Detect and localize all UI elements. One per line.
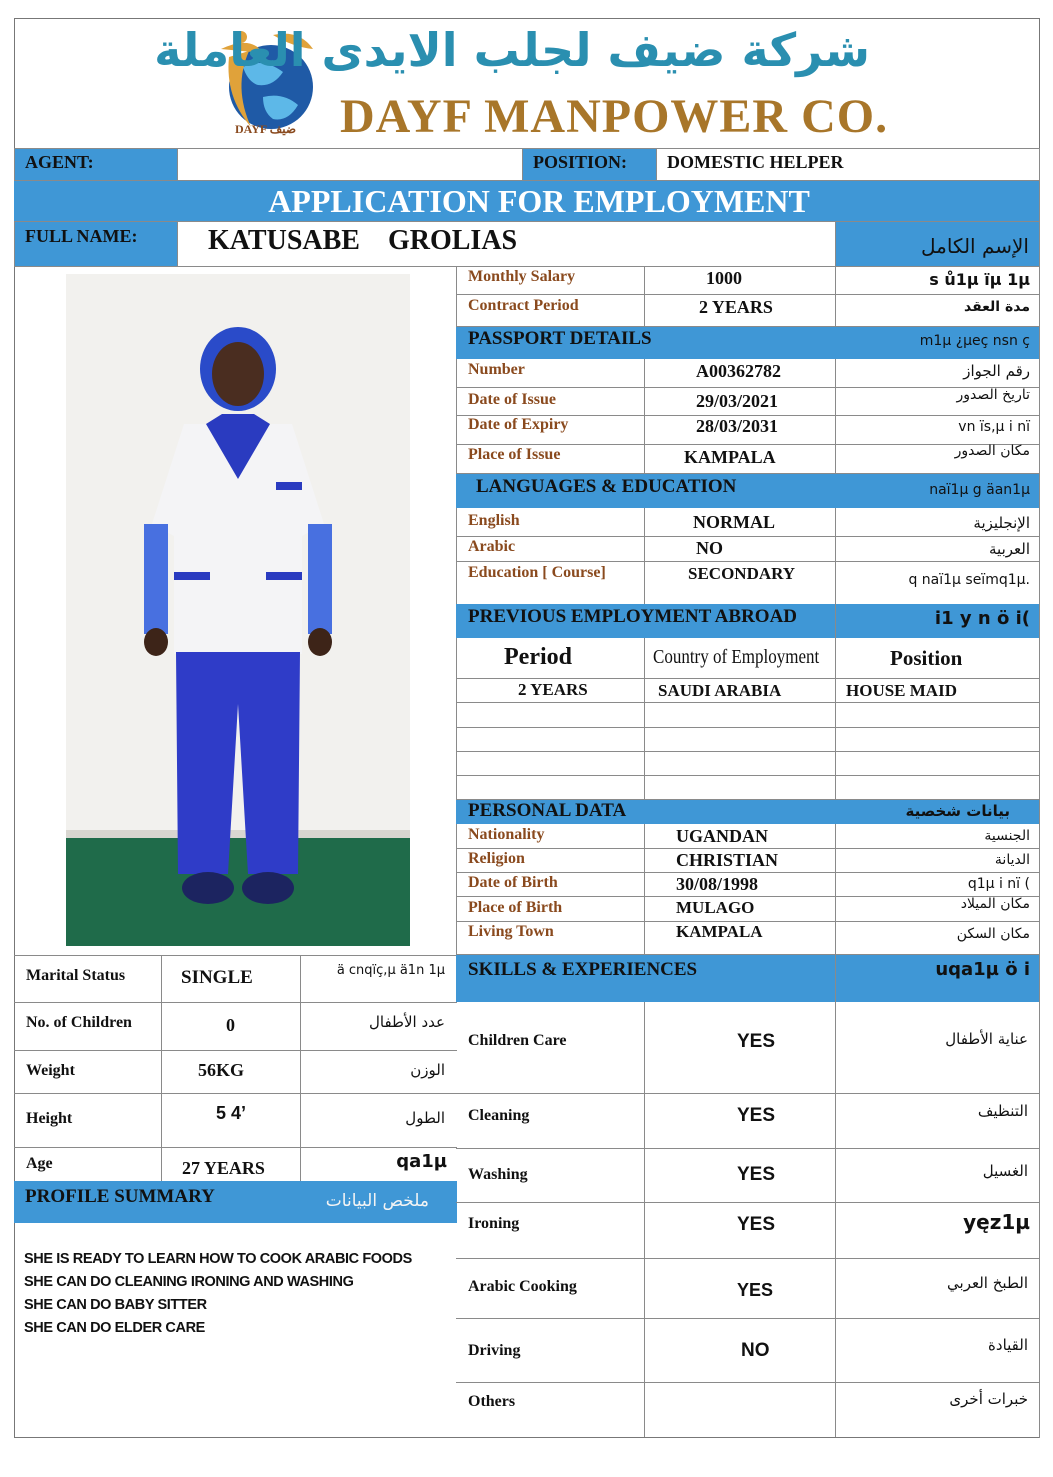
place-of-birth-value: MULAGO — [676, 898, 755, 917]
passport-title: PASSPORT DETAILS — [468, 328, 652, 349]
employment-row-position: HOUSE MAID — [846, 681, 957, 700]
employment-col-country: Country of Employment — [653, 646, 820, 668]
education-label: Education [ Course] — [468, 564, 606, 581]
place-of-issue-arabic: مكان الصدور — [954, 443, 1030, 459]
agent-value-field[interactable] — [177, 148, 523, 181]
skill-driving-arabic: القيادة — [988, 1336, 1028, 1354]
arabic-label: Arabic — [468, 538, 516, 555]
date-of-birth-arabic: ) q1µ i nï — [967, 876, 1030, 892]
date-of-birth-label: Date of Birth — [468, 874, 558, 891]
living-town-label: Living Town — [468, 923, 554, 940]
date-of-issue-arabic: تاريخ الصدور — [956, 387, 1030, 403]
skill-children-care-label: Children Care — [468, 1032, 567, 1049]
skill-others-arabic: خبرات أخرى — [949, 1390, 1028, 1408]
skills-table — [456, 1002, 1040, 1437]
skill-ironing-value: YES — [737, 1214, 776, 1235]
languages-title: LANGUAGES & EDUCATION — [476, 476, 737, 497]
nationality-value: UGANDAN — [676, 826, 768, 846]
skill-driving-value: NO — [741, 1340, 770, 1361]
weight-value: 56KG — [198, 1060, 245, 1080]
contract-period-label: Contract Period — [468, 297, 579, 314]
english-arabic: الإنجليزية — [973, 514, 1030, 532]
age-arabic: qa1µ — [396, 1151, 447, 1172]
contract-period-arabic: مدة العقد — [963, 299, 1030, 315]
languages-header — [456, 474, 1040, 508]
nationality-label: Nationality — [468, 826, 545, 843]
full-name-arabic-cell — [835, 221, 1040, 267]
company-arabic-name: شركة ضيف لجلب الايدى العاملة — [154, 23, 870, 77]
date-of-expiry-label: Date of Expiry — [468, 416, 569, 433]
employment-row-period: 2 YEARS — [518, 680, 588, 699]
height-label: Height — [26, 1110, 73, 1127]
skill-cleaning-label: Cleaning — [468, 1107, 530, 1124]
skill-cleaning-arabic: التنظيف — [977, 1102, 1028, 1120]
passport-header — [456, 327, 1040, 359]
arabic-arabic: العربية — [989, 540, 1030, 558]
skills-header — [456, 955, 1040, 1002]
personal-arabic: بيانات شخصية — [905, 802, 1010, 820]
date-of-issue-label: Date of Issue — [468, 391, 556, 408]
passport-table — [456, 359, 1040, 474]
skill-washing-value: YES — [737, 1164, 776, 1185]
weight-label: Weight — [26, 1062, 75, 1079]
nationality-arabic: الجنسية — [984, 828, 1030, 844]
skill-others-label: Others — [468, 1393, 516, 1410]
skills-title: SKILLS & EXPERIENCES — [468, 959, 698, 980]
age-value: 27 YEARS — [182, 1158, 265, 1178]
applicant-photo-icon — [66, 274, 410, 946]
title-band — [14, 181, 1040, 221]
monthly-salary-arabic: s ů1µ ïµ 1µ — [929, 270, 1030, 289]
children-arabic: عدد الأطفال — [369, 1013, 445, 1031]
marital-status-value: SINGLE — [181, 967, 253, 988]
weight-arabic: الوزن — [410, 1061, 445, 1079]
skill-arabic-cooking-label: Arabic Cooking — [468, 1278, 577, 1295]
marital-status-arabic: ä cnqïç,µ ä1n 1µ — [336, 963, 445, 978]
religion-label: Religion — [468, 850, 525, 867]
skill-driving-label: Driving — [468, 1342, 521, 1359]
contract-table — [456, 267, 1040, 327]
form-title: APPLICATION FOR EMPLOYMENT — [268, 183, 810, 219]
left-info-table — [14, 955, 457, 1181]
personal-header — [456, 800, 1040, 824]
skill-children-care-arabic: عناية الأطفال — [945, 1030, 1028, 1048]
skill-washing-arabic: الغسيل — [982, 1162, 1028, 1180]
place-of-birth-arabic: مكان الميلاد — [960, 896, 1030, 912]
monthly-salary-label: Monthly Salary — [468, 268, 576, 285]
skill-ironing-label: Ironing — [468, 1215, 520, 1232]
employment-table — [456, 638, 1040, 800]
company-english-name: DAYF MANPOWER CO. — [340, 90, 889, 143]
skill-cleaning-value: YES — [737, 1105, 776, 1126]
date-of-birth-value: 30/08/1998 — [676, 874, 759, 894]
height-value: 5 4’ — [216, 1103, 247, 1123]
full-name-cell — [177, 221, 836, 267]
date-of-expiry-arabic: vn ïs,µ i nï — [958, 419, 1030, 435]
agent-label: AGENT: — [25, 152, 94, 172]
right-border — [1039, 148, 1040, 1438]
place-of-birth-label: Place of Birth — [468, 899, 563, 916]
agent-label-cell — [14, 148, 178, 181]
skill-ironing-arabic: yęz1µ — [963, 1210, 1030, 1234]
marital-status-label: Marital Status — [26, 967, 126, 984]
passport-number-value: A00362782 — [696, 361, 781, 381]
date-of-issue-value: 29/03/2021 — [696, 391, 779, 411]
position-label-cell — [522, 148, 657, 181]
monthly-salary-value: 1000 — [706, 268, 742, 288]
passport-number-label: Number — [468, 361, 525, 378]
living-town-arabic: مكان السكن — [956, 926, 1030, 942]
passport-arabic: m1µ ¿µeç nsn ç — [919, 333, 1030, 349]
skill-washing-label: Washing — [468, 1166, 528, 1183]
position-value: DOMESTIC HELPER — [667, 152, 844, 172]
contract-period-value: 2 YEARS — [699, 297, 773, 317]
profile-header — [14, 1181, 457, 1223]
personal-table — [456, 824, 1040, 955]
employment-title: PREVIOUS EMPLOYMENT ABROAD — [468, 606, 798, 627]
height-arabic: الطول — [405, 1109, 445, 1127]
employment-header — [456, 604, 1040, 638]
header — [15, 19, 1039, 147]
place-of-issue-label: Place of Issue — [468, 446, 561, 463]
skill-arabic-cooking-arabic: الطبخ العربي — [947, 1274, 1028, 1292]
full-name-label-cell — [14, 221, 178, 267]
english-value: NORMAL — [693, 512, 775, 532]
profile-body — [14, 1223, 457, 1437]
full-name-value: KATUSABE GROLIAS — [208, 225, 518, 256]
age-label: Age — [26, 1155, 53, 1172]
employment-col-position: Position — [890, 646, 963, 670]
personal-title: PERSONAL DATA — [468, 800, 627, 821]
languages-arabic: naï1µ g äan1µ — [929, 482, 1030, 498]
profile-arabic: ملخص البيانات — [325, 1191, 429, 1211]
profile-line-3: SHE CAN DO BABY SITTER — [24, 1297, 207, 1313]
position-label: POSITION: — [533, 152, 628, 172]
religion-arabic: الديانة — [994, 852, 1030, 868]
logo-caption: DAYF ضيف — [235, 122, 297, 136]
employment-col-period: Period — [504, 644, 572, 670]
skill-arabic-cooking-value: YES — [737, 1280, 774, 1300]
profile-line-1: SHE IS READY TO LEARN HOW TO COOK ARABIC FOODS — [24, 1251, 412, 1267]
religion-value: CHRISTIAN — [676, 850, 779, 870]
employment-row-country: SAUDI ARABIA — [658, 681, 782, 700]
children-value: 0 — [226, 1015, 235, 1035]
skills-arabic: uqa1µ ö i — [935, 959, 1030, 980]
education-value: SECONDARY — [688, 564, 796, 583]
arabic-value: NO — [696, 538, 723, 558]
english-label: English — [468, 512, 520, 529]
skill-children-care-value: YES — [737, 1031, 776, 1052]
full-name-label: FULL NAME: — [25, 226, 138, 246]
education-arabic: .q naï1µ seïmq1µ — [908, 572, 1030, 588]
employment-arabic: )i1 y n ö i — [934, 608, 1030, 629]
children-label: No. of Children — [26, 1014, 132, 1031]
full-name-arabic: الإسم الكامل — [920, 234, 1029, 258]
living-town-value: KAMPALA — [676, 922, 763, 941]
applicant-photo — [66, 274, 410, 946]
place-of-issue-value: KAMPALA — [684, 447, 776, 467]
profile-title: PROFILE SUMMARY — [25, 1186, 215, 1207]
profile-line-4: SHE CAN DO ELDER CARE — [24, 1320, 205, 1336]
passport-number-arabic: رقم الجواز — [963, 362, 1030, 380]
date-of-expiry-value: 28/03/2031 — [696, 416, 779, 436]
profile-line-2: SHE CAN DO CLEANING IRONING AND WASHING — [24, 1274, 354, 1290]
languages-table — [456, 508, 1040, 604]
position-value-cell — [656, 148, 1040, 181]
